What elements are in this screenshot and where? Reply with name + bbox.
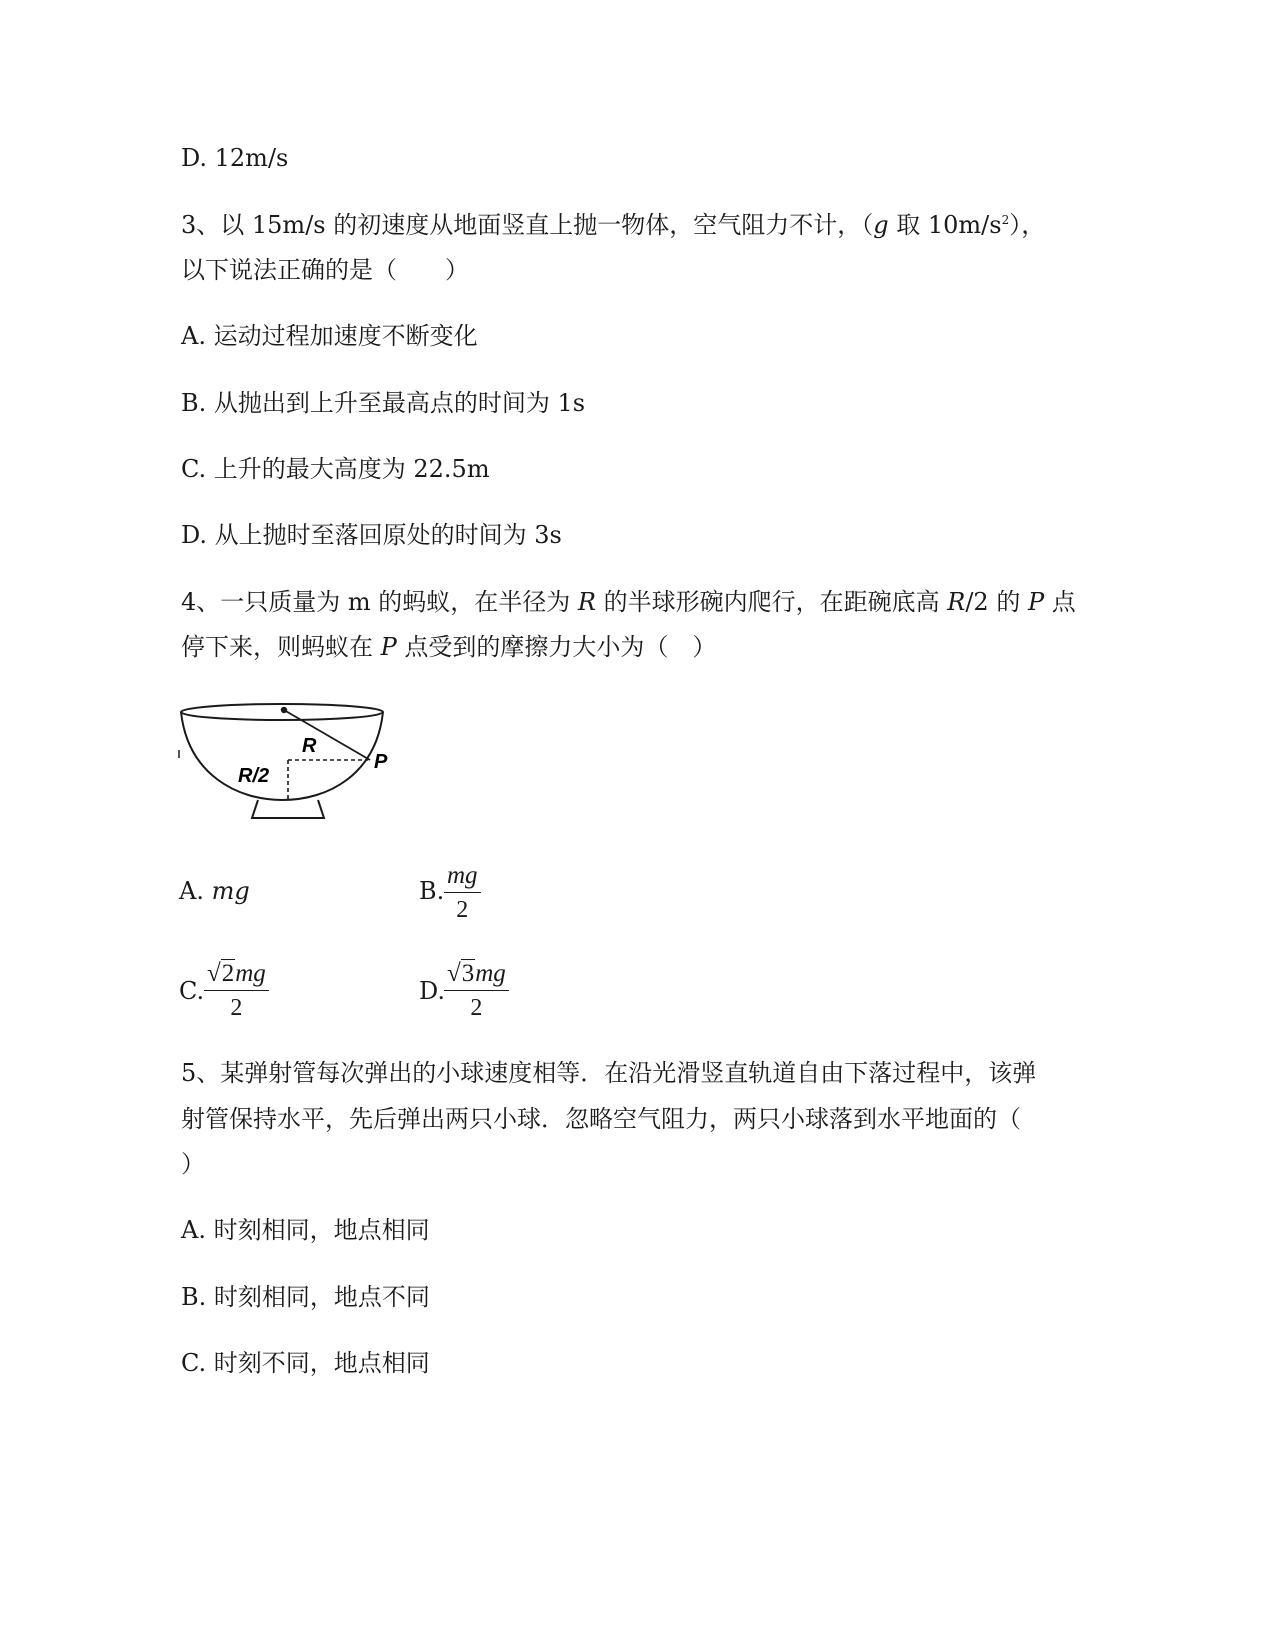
q4-stem-line1 [181, 587, 1076, 617]
q4-option-c-radicand: 2 [221, 960, 235, 987]
q4-option-c-denominator: 2 [230, 995, 243, 1021]
q3-g-symbol: g [873, 211, 889, 239]
q4-point-symbol-2: P [380, 633, 397, 661]
q4-option-a [179, 876, 250, 906]
q4-option-b-label: B. [419, 877, 445, 905]
q4-stem-text-b: 的半球形碗内爬行，在距碗底高 [596, 588, 948, 616]
q4-stem-text-e: 停下来，则蚂蚁在 [181, 633, 381, 661]
q3-option-d: D. 从上抛时至落回原处的时间为 3s [181, 521, 562, 549]
q3-stem-line1 [181, 210, 1045, 240]
q3-stem-text-a: 3、以 15m/s 的初速度从地面竖直上抛一物体，空气阻力不计，（ [181, 211, 874, 239]
q3-option-b: B. 从抛出到上升至最高点的时间为 1s [181, 389, 586, 417]
q4-stem-text-a: 4、一只质量为 m 的蚂蚁，在半径为 [181, 588, 578, 616]
figure-label-r: R [302, 735, 317, 757]
q3-stem-text-b: 取 10m/s [888, 211, 1002, 239]
q4-option-d-numerator [444, 960, 509, 991]
q4-option-b-denominator: 2 [456, 897, 469, 923]
q3-exponent: 2 [1001, 213, 1010, 227]
q4-option-b-numerator: mg [444, 862, 481, 893]
sqrt-symbol: √2 [207, 960, 235, 987]
q5-option-c: C. 时刻不同，地点相同 [181, 1349, 430, 1377]
q5-stem-line1: 5、某弹射管每次弹出的小球速度相等．在沿光滑竖直轨道自由下落过程中，该弹 [181, 1059, 1037, 1087]
q4-stem-text-d: 点 [1044, 588, 1076, 616]
q5-option-b: B. 时刻相同，地点不同 [181, 1283, 430, 1311]
q4-option-c-label: C. [179, 977, 205, 1005]
q4-option-d-radicand: 3 [461, 960, 475, 987]
q4-option-d-fraction [444, 960, 509, 1023]
q4-option-c-num-rest: mg [235, 960, 266, 987]
q4-option-b-fraction [444, 862, 481, 925]
sqrt-symbol: √3 [447, 960, 475, 987]
q4-option-a-value: mg [211, 877, 250, 905]
figure-label-half-r: R/2 [238, 765, 270, 787]
q3-stem-line2: 以下说法正确的是（ ） [181, 256, 469, 284]
q5-stem-line3: ） [181, 1150, 205, 1178]
q4-point-symbol: P [1027, 588, 1045, 616]
bowl-body [181, 712, 383, 800]
q4-radius-symbol: R [577, 588, 596, 616]
q4-option-c-fraction [204, 960, 269, 1023]
q3-option-c: C. 上升的最大高度为 22.5m [181, 455, 490, 483]
q4-option-a-label: A. [179, 877, 204, 905]
q5-stem-line2: 射管保持水平，先后弹出两只小球．忽略空气阻力，两只小球落到水平地面的（ [181, 1105, 1021, 1133]
q4-radius-symbol-2: R [947, 588, 966, 616]
q4-option-d-num-rest: mg [475, 960, 506, 987]
q3-option-a: A. 运动过程加速度不断变化 [181, 322, 478, 350]
q5-option-a: A. 时刻相同，地点相同 [181, 1216, 430, 1244]
q3-stem-text-c: ）， [1009, 211, 1046, 239]
prev-option-d: D. 12m/s [181, 144, 289, 172]
q4-stem-line2 [181, 632, 716, 662]
q4-option-d-label: D. [419, 977, 446, 1005]
q4-option-c-numerator [204, 960, 269, 991]
q4-stem-text-f: 点受到的摩擦力大小为（ ） [396, 633, 717, 661]
q4-option-d-denominator: 2 [470, 995, 483, 1021]
q4-stem-text-c: /2 的 [965, 588, 1028, 616]
bowl-diagram [178, 700, 400, 830]
bowl-foot [252, 800, 324, 818]
figure-label-p: P [374, 751, 388, 773]
